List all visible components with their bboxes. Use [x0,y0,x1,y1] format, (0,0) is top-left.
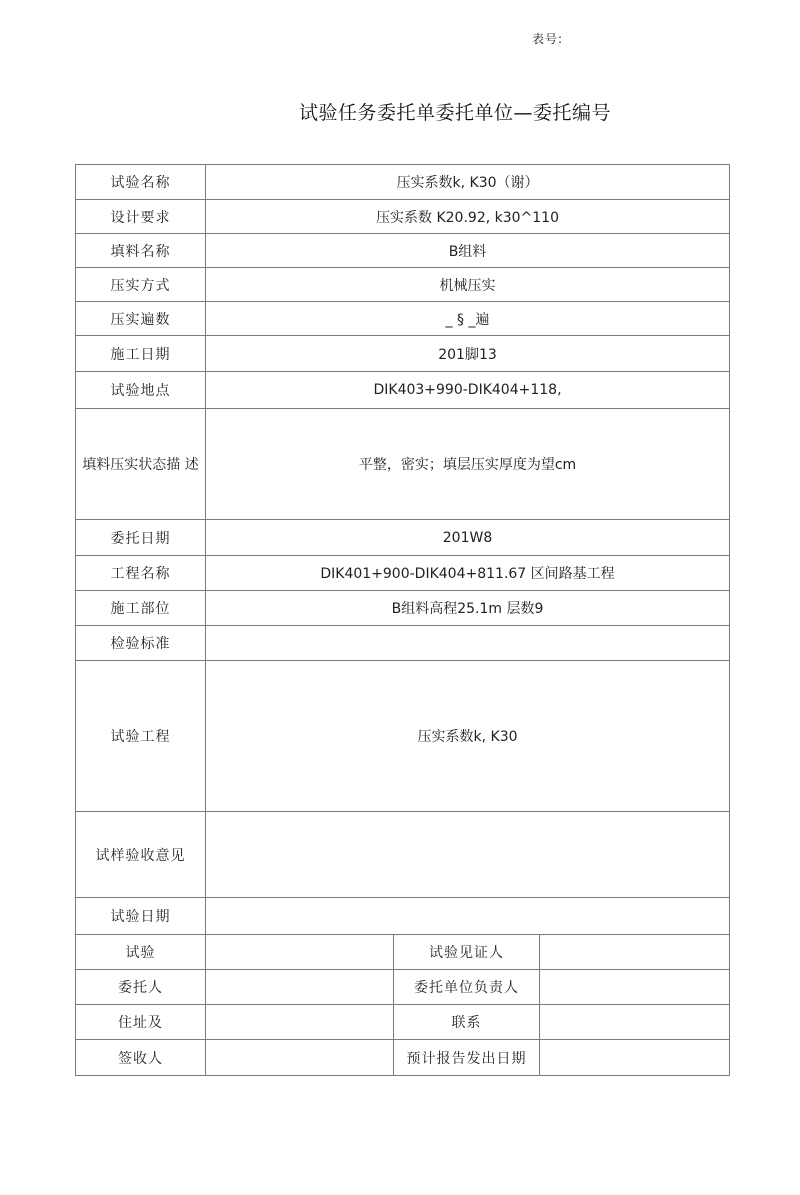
page-title: 试验任务委托单委托单位—委托编号 [298,102,611,124]
project-name-value: DIK401+900-DIK404+811.67 区间路基工程 [206,556,730,591]
receiver-value[interactable] [206,1040,394,1076]
fill-name-label: 填料名称 [76,234,206,268]
report-date-value[interactable] [540,1040,730,1076]
fill-state-value: 平整，密实；填层压实厚度为望cm [206,409,730,520]
client-unit-head-value[interactable] [540,970,730,1005]
construction-part-value: B组料高程25.1m 层数9 [206,591,730,626]
row-construction-part [76,591,730,626]
entrust-date-label: 委托日期 [76,520,206,556]
address-label: 住址及 [76,1005,206,1040]
design-requirement-value: 压实系数 K20.92, k30^110 [206,200,730,234]
row-signature-client [76,970,730,1005]
sample-opinion-label: 试样验收意见 [76,812,206,898]
row-inspection-standard [76,626,730,661]
form-number-label: 表号: [532,32,564,46]
test-name-value: 压实系数k, K30（谢） [206,165,730,200]
row-signature-receiver [76,1040,730,1076]
row-sample-opinion [76,812,730,898]
compaction-method-label: 压实方式 [76,268,206,302]
test-name-label: 试验名称 [76,165,206,200]
row-test-name [76,165,730,200]
test-items-label: 试验工程 [76,661,206,812]
construction-date-value: 201脚13 [206,336,730,372]
row-signature-address [76,1005,730,1040]
row-fill-state [76,409,730,520]
row-test-items [76,661,730,812]
row-project-name [76,556,730,591]
tester-value[interactable] [206,935,394,970]
row-signature-tester [76,935,730,970]
row-fill-name [76,234,730,268]
compaction-method-value: 机械压实 [206,268,730,302]
fill-state-label: 填料压实状态描 述 [76,409,206,520]
report-date-label: 预计报告发出日期 [394,1040,540,1076]
contact-label: 联系 [394,1005,540,1040]
test-location-label: 试验地点 [76,372,206,409]
inspection-standard-label: 检验标准 [76,626,206,661]
test-date-value[interactable] [206,898,730,935]
compaction-passes-label: 压实遍数 [76,302,206,336]
tester-label: 试验 [76,935,206,970]
receiver-label: 签收人 [76,1040,206,1076]
row-test-location [76,372,730,409]
row-compaction-passes [76,302,730,336]
design-requirement-label: 设计要求 [76,200,206,234]
inspection-standard-value[interactable] [206,626,730,661]
construction-part-label: 施工部位 [76,591,206,626]
witness-label: 试验见证人 [394,935,540,970]
entrust-date-value: 201W8 [206,520,730,556]
sample-opinion-value[interactable] [206,812,730,898]
construction-date-label: 施工日期 [76,336,206,372]
row-test-date [76,898,730,935]
compaction-passes-value: _ § _遍 [206,302,730,336]
client-unit-head-label: 委托单位负责人 [394,970,540,1005]
fill-name-value: B组料 [206,234,730,268]
test-location-value: DIK403+990-DIK404+118, [206,372,730,409]
row-entrust-date [76,520,730,556]
project-name-label: 工程名称 [76,556,206,591]
client-label: 委托人 [76,970,206,1005]
test-date-label: 试验日期 [76,898,206,935]
address-value[interactable] [206,1005,394,1040]
row-construction-date [76,336,730,372]
row-design-requirement [76,200,730,234]
witness-value[interactable] [540,935,730,970]
contact-value[interactable] [540,1005,730,1040]
row-compaction-method [76,268,730,302]
test-items-value: 压实系数k, K30 [206,661,730,812]
entrustment-form-table [75,164,730,1076]
client-value[interactable] [206,970,394,1005]
